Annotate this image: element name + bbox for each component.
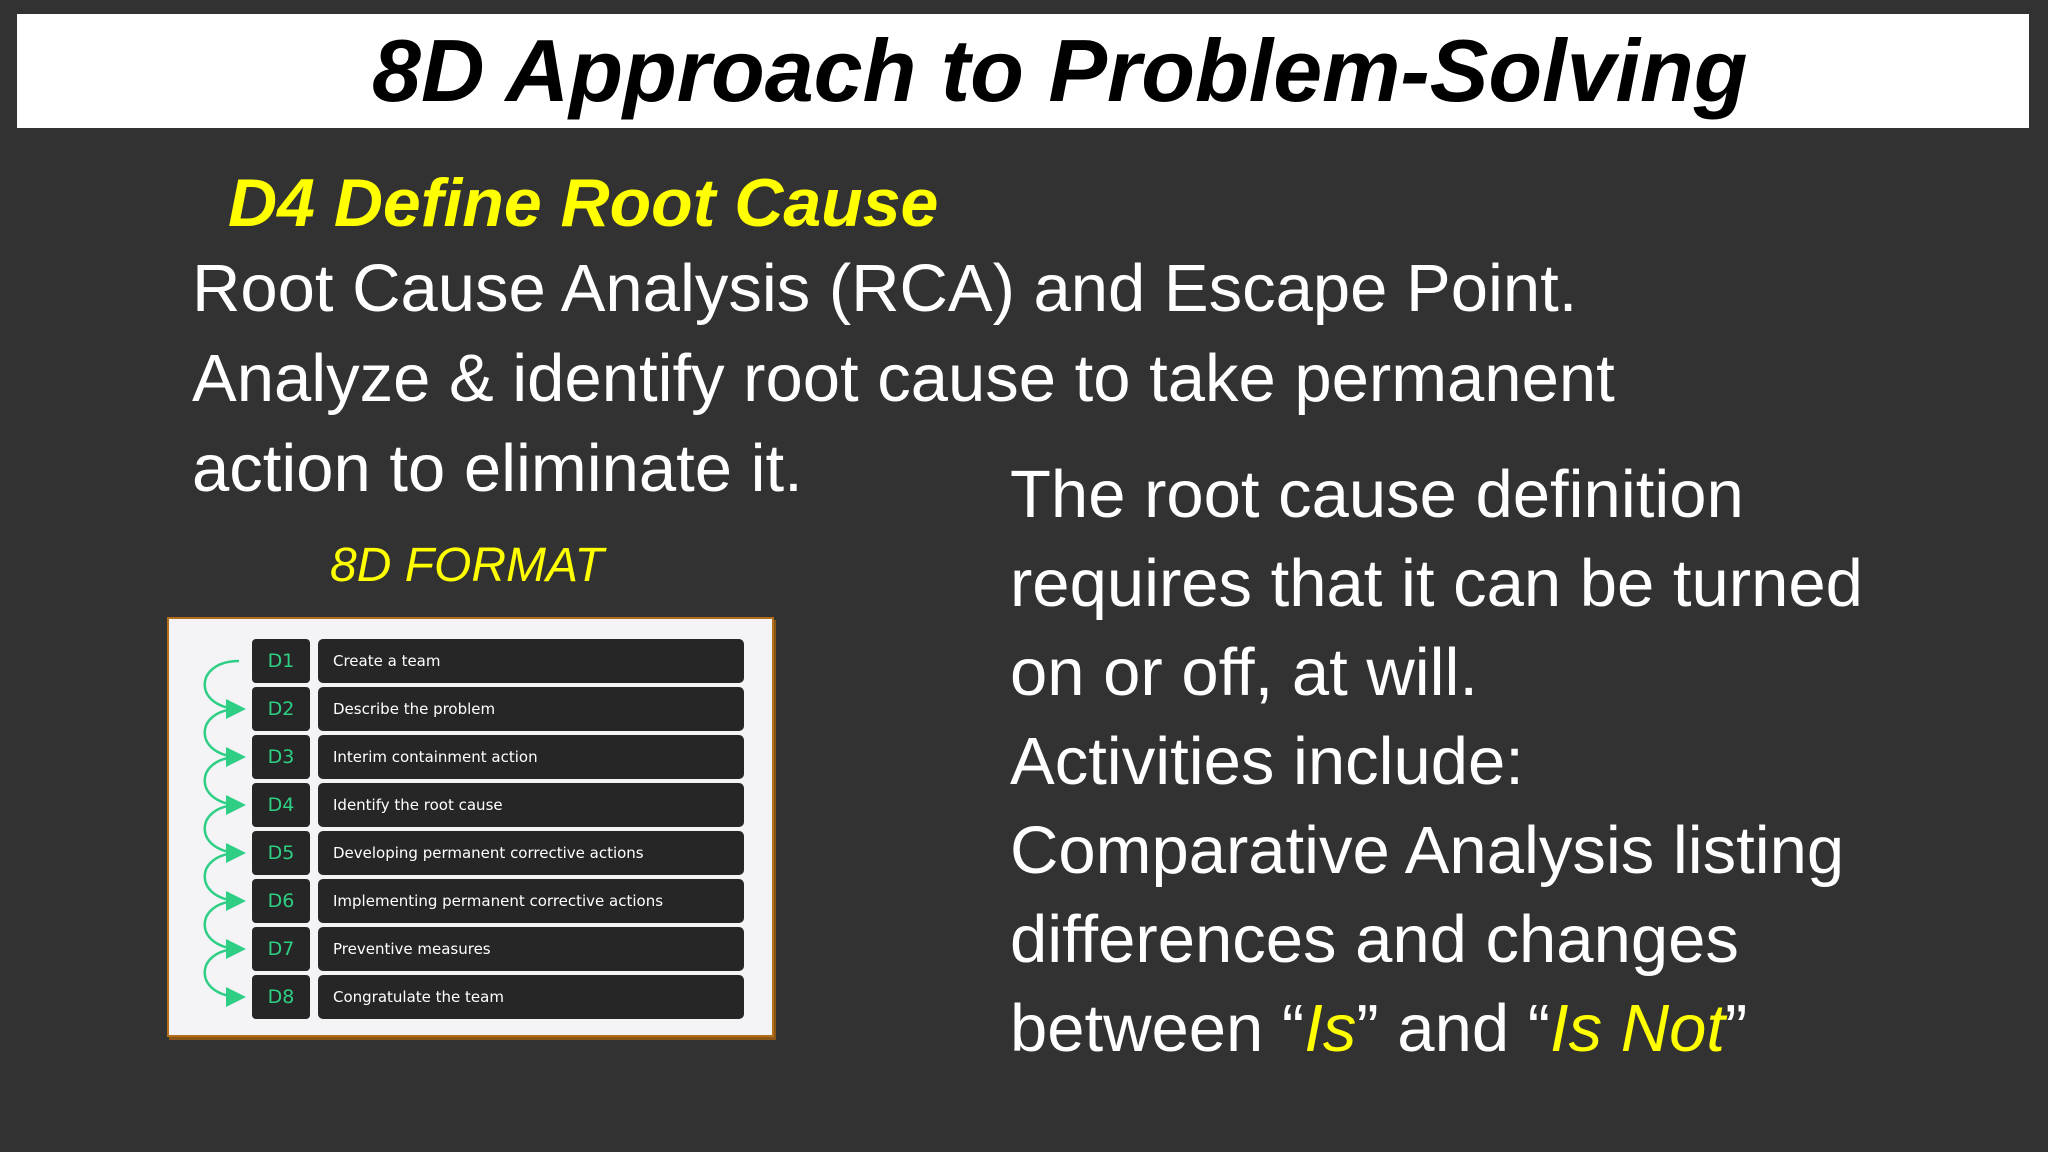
slide-title: 8D Approach to Problem-Solving bbox=[372, 21, 1748, 120]
root-cause-last-line bbox=[1010, 984, 2030, 1073]
step-code: D3 bbox=[252, 735, 310, 779]
step-label: Describe the problem bbox=[318, 687, 744, 731]
root-cause-text bbox=[1010, 450, 2030, 1073]
root-cause-line: The root cause definition bbox=[1010, 457, 1744, 532]
step-code: D2 bbox=[252, 687, 310, 731]
step-arrow bbox=[205, 805, 241, 853]
root-cause-line: differences and changes bbox=[1010, 902, 1739, 977]
root-cause-line: Activities include: bbox=[1010, 724, 1524, 799]
is-not-highlight: Is Not bbox=[1550, 991, 1726, 1066]
step-arrow bbox=[205, 901, 241, 949]
intro-line: action to eliminate it. bbox=[192, 431, 803, 506]
step-arrows-icon bbox=[189, 639, 249, 1019]
step-arrow bbox=[205, 709, 241, 757]
is-highlight: Is bbox=[1304, 991, 1357, 1066]
step-arrow bbox=[205, 661, 241, 709]
step-arrow bbox=[205, 853, 241, 901]
last-line-middle: ” and “ bbox=[1356, 991, 1551, 1066]
step-code: D6 bbox=[252, 879, 310, 923]
root-cause-line: requires that it can be turned bbox=[1010, 546, 1863, 621]
step-arrow bbox=[205, 757, 241, 805]
step-label: Implementing permanent corrective actions bbox=[318, 879, 744, 923]
slide-subtitle: D4 Define Root Cause bbox=[228, 165, 939, 241]
step-arrow bbox=[205, 949, 241, 997]
last-line-prefix: between “ bbox=[1010, 991, 1305, 1066]
last-line-suffix: ” bbox=[1725, 991, 1748, 1066]
step-label: Developing permanent corrective actions bbox=[318, 831, 744, 875]
root-cause-line: Comparative Analysis listing bbox=[1010, 813, 1845, 888]
step-label: Identify the root cause bbox=[318, 783, 744, 827]
title-bar bbox=[17, 14, 2029, 128]
intro-line: Analyze & identify root cause to take permanent bbox=[192, 341, 1615, 416]
step-code: D7 bbox=[252, 927, 310, 971]
8d-format-diagram bbox=[167, 617, 774, 1037]
step-code: D4 bbox=[252, 783, 310, 827]
format-label: 8D FORMAT bbox=[330, 539, 604, 592]
step-label: Interim containment action bbox=[318, 735, 744, 779]
step-label: Congratulate the team bbox=[318, 975, 744, 1019]
step-code: D8 bbox=[252, 975, 310, 1019]
root-cause-line: on or off, at will. bbox=[1010, 635, 1478, 710]
step-code: D5 bbox=[252, 831, 310, 875]
step-code: D1 bbox=[252, 639, 310, 683]
step-label: Create a team bbox=[318, 639, 744, 683]
step-label: Preventive measures bbox=[318, 927, 744, 971]
intro-line: Root Cause Analysis (RCA) and Escape Point. bbox=[192, 251, 1578, 326]
